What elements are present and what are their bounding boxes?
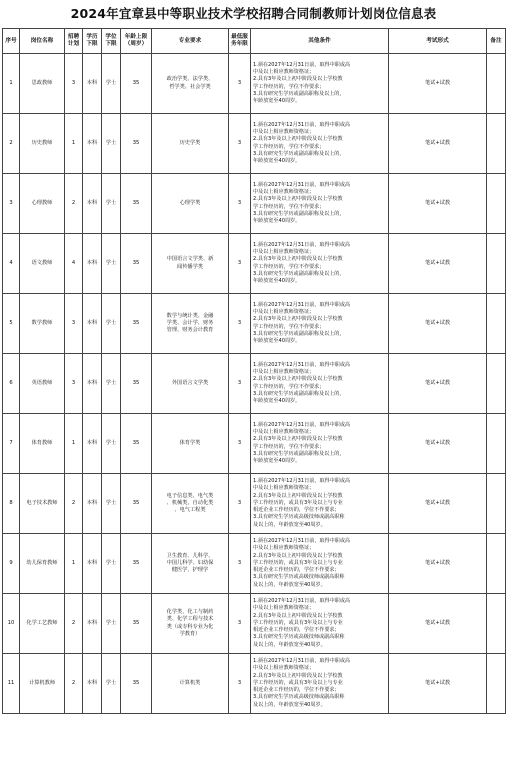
condition-line: 2.具有3年及以上初中阶段及以上学校教 [253, 76, 343, 83]
condition-line: 1.须在2027年12月31日前，取得中职或高 [253, 181, 351, 188]
condition-line: 学工作经历的，学位不作要求； [253, 203, 325, 210]
table-row [3, 354, 506, 414]
cell-major [152, 594, 229, 654]
condition-line: 1.须在2027年12月31日前，取得中职或高 [253, 421, 351, 428]
cell-remark [487, 354, 506, 414]
cell-exam: 笔试+试教 [389, 294, 487, 354]
cell-edu: 本科 [83, 474, 102, 534]
cell-conditions [251, 474, 389, 534]
condition-line: 3.具有研究生学历或副高职称及以上的， [253, 90, 345, 97]
condition-line: 1.须在2027年12月31日前，取得中职或高 [253, 361, 351, 368]
cell-post: 心理教师 [20, 174, 65, 234]
cell-seq: 10 [3, 594, 20, 654]
condition-line: 2.具有3年及以上初中阶段及以上学校教 [253, 376, 343, 383]
cell-age: 35 [121, 594, 152, 654]
cell-degree: 学士 [102, 234, 121, 294]
table-row [3, 414, 506, 474]
condition-line: 年龄放宽至40周岁。 [253, 98, 301, 105]
condition-line: 学工作经历的，或具有3年及以上与专业 [253, 559, 343, 566]
cell-conditions [251, 114, 389, 174]
condition-line: 中及以上相应教师资格证； [253, 248, 315, 255]
condition-line: 年龄放宽至40周岁。 [253, 338, 301, 345]
major-line: 管理、财务会计教育 [166, 327, 214, 334]
condition-line: 2.具有3年及以上初中阶段及以上学校教 [253, 492, 343, 499]
cell-conditions [251, 414, 389, 474]
cell-degree: 学士 [102, 654, 121, 714]
cell-age: 35 [121, 174, 152, 234]
condition-line: 中及以上相应教师资格证； [253, 665, 315, 672]
major-line: 闻传播学类 [177, 263, 203, 270]
condition-line: 中及以上相应教师资格证； [253, 428, 315, 435]
condition-line: 中及以上相应教师资格证； [253, 188, 315, 195]
major-line: 类、化学工程与技术 [166, 616, 214, 623]
header-edu: 学历 下限 [83, 29, 102, 54]
condition-line: 2.具有3年及以上初中阶段及以上学校教 [253, 196, 343, 203]
major-line: 数学与统计类、金融 [166, 312, 214, 319]
cell-years: 3 [229, 534, 251, 594]
cell-seq: 11 [3, 654, 20, 714]
cell-years: 3 [229, 174, 251, 234]
table-row [3, 54, 506, 114]
table-row [3, 534, 506, 594]
header-remark: 备注 [487, 29, 506, 54]
cell-plan: 2 [65, 174, 83, 234]
condition-line: 年龄放宽至40周岁。 [253, 278, 301, 285]
cell-age: 35 [121, 654, 152, 714]
cell-years: 3 [229, 474, 251, 534]
cell-exam: 笔试+试教 [389, 654, 487, 714]
cell-post: 历史教师 [20, 114, 65, 174]
cell-years: 3 [229, 234, 251, 294]
cell-remark [487, 594, 506, 654]
cell-remark [487, 114, 506, 174]
cell-plan: 3 [65, 294, 83, 354]
cell-age: 35 [121, 414, 152, 474]
cell-edu: 本科 [83, 594, 102, 654]
cell-years: 3 [229, 114, 251, 174]
cell-exam: 笔试+试教 [389, 114, 487, 174]
condition-line: 3.具有研究生学历或副高职称及以上的， [253, 330, 345, 337]
cell-seq: 6 [3, 354, 20, 414]
header-row [3, 29, 506, 54]
cell-seq: 9 [3, 534, 20, 594]
cell-post: 数学教师 [20, 294, 65, 354]
cell-seq: 5 [3, 294, 20, 354]
cell-seq: 2 [3, 114, 20, 174]
condition-line: 学工作经历的，或具有3年及以上与专业 [253, 499, 343, 506]
major-line: 、电气工程类 [174, 507, 206, 514]
condition-line: 3.具有研究生学历或高级技师或副高职称 [253, 634, 345, 641]
cell-conditions [251, 594, 389, 654]
cell-exam: 笔试+试教 [389, 234, 487, 294]
recruitment-table [2, 28, 506, 714]
table-row [3, 654, 506, 714]
cell-exam: 笔试+试教 [389, 354, 487, 414]
condition-line: 学工作经历的，学位不作要求； [253, 383, 325, 390]
cell-degree: 学士 [102, 594, 121, 654]
cell-post: 英语教师 [20, 354, 65, 414]
major-line: 中国语言文学类、新 [166, 256, 214, 263]
major-line: 政治学类、法学类、 [166, 76, 214, 83]
cell-seq: 1 [3, 54, 20, 114]
cell-exam: 笔试+试教 [389, 414, 487, 474]
header-age: 年龄上限 （周岁） [121, 29, 152, 54]
major-line: 类（或专科专业为化 [166, 623, 214, 630]
cell-conditions [251, 654, 389, 714]
cell-conditions [251, 294, 389, 354]
cell-age: 35 [121, 234, 152, 294]
cell-post: 体育教师 [20, 414, 65, 474]
condition-line: 1.须在2027年12月31日前，取得中职或高 [253, 121, 351, 128]
major-line: 健医学、护理学 [171, 567, 209, 574]
table-row [3, 234, 506, 294]
cell-years: 3 [229, 654, 251, 714]
condition-line: 相近企业工作经历的，学位不作要求； [253, 507, 340, 514]
cell-plan: 3 [65, 54, 83, 114]
major-line: 计算机类 [179, 679, 201, 686]
condition-line: 年龄放宽至40周岁。 [253, 158, 301, 165]
cell-remark [487, 414, 506, 474]
header-degree: 学位 下限 [102, 29, 121, 54]
cell-plan: 2 [65, 654, 83, 714]
condition-line: 3.具有研究生学历或高级技师或副高职称 [253, 574, 345, 581]
cell-degree: 学士 [102, 474, 121, 534]
header-post: 岗位名称 [20, 29, 65, 54]
cell-major [152, 114, 229, 174]
condition-line: 中及以上相应教师资格证； [253, 605, 315, 612]
cell-plan: 2 [65, 474, 83, 534]
condition-line: 2.具有3年及以上初中阶段及以上学校教 [253, 136, 343, 143]
condition-line: 相近企业工作经历的，学位不作要求； [253, 627, 340, 634]
major-line: 化学类、化工与制药 [166, 609, 214, 616]
cell-major [152, 54, 229, 114]
condition-line: 及以上的，年龄放宽至40周岁。 [253, 641, 326, 648]
condition-line: 中及以上相应教师资格证； [253, 545, 315, 552]
cell-age: 35 [121, 354, 152, 414]
header-plan: 招聘 计划 [65, 29, 83, 54]
table-row [3, 594, 506, 654]
cell-seq: 4 [3, 234, 20, 294]
cell-degree: 学士 [102, 414, 121, 474]
cell-major [152, 174, 229, 234]
cell-years: 3 [229, 294, 251, 354]
cell-degree: 学士 [102, 534, 121, 594]
cell-remark [487, 174, 506, 234]
cell-major [152, 354, 229, 414]
condition-line: 学工作经历的，学位不作要求； [253, 323, 325, 330]
cell-major [152, 294, 229, 354]
cell-years: 3 [229, 54, 251, 114]
cell-remark [487, 654, 506, 714]
cell-remark [487, 474, 506, 534]
cell-remark [487, 534, 506, 594]
condition-line: 中及以上相应教师资格证； [253, 308, 315, 315]
condition-line: 学工作经历的，或具有3年及以上与专业 [253, 619, 343, 626]
major-line: 学教育） [179, 630, 201, 637]
condition-line: 3.具有研究生学历或高级技师或副高职称 [253, 514, 345, 521]
condition-line: 学工作经历的，学位不作要求； [253, 443, 325, 450]
header-years: 最低服 务年限 [229, 29, 251, 54]
cell-age: 35 [121, 534, 152, 594]
cell-plan: 1 [65, 414, 83, 474]
cell-exam: 笔试+试教 [389, 594, 487, 654]
cell-remark [487, 234, 506, 294]
condition-line: 及以上的，年龄放宽至40周岁。 [253, 701, 326, 708]
major-line: 中国儿科学、妇幼保 [166, 559, 214, 566]
condition-line: 2.具有3年及以上初中阶段及以上学校教 [253, 672, 343, 679]
cell-age: 35 [121, 114, 152, 174]
condition-line: 1.须在2027年12月31日前，取得中职或高 [253, 301, 351, 308]
cell-post: 化学工艺教师 [20, 594, 65, 654]
cell-edu: 本科 [83, 654, 102, 714]
condition-line: 年龄放宽至40周岁。 [253, 458, 301, 465]
cell-conditions [251, 534, 389, 594]
cell-edu: 本科 [83, 294, 102, 354]
cell-remark [487, 294, 506, 354]
cell-seq: 8 [3, 474, 20, 534]
cell-degree: 学士 [102, 114, 121, 174]
condition-line: 1.须在2027年12月31日前，取得中职或高 [253, 477, 351, 484]
cell-edu: 本科 [83, 234, 102, 294]
header-conditions: 其他条件 [251, 29, 389, 54]
major-line: 外国语言文学类 [171, 379, 209, 386]
cell-edu: 本科 [83, 534, 102, 594]
major-line: 历史学类 [179, 139, 201, 146]
cell-seq: 3 [3, 174, 20, 234]
cell-degree: 学士 [102, 294, 121, 354]
condition-line: 及以上的，年龄放宽至40周岁。 [253, 521, 326, 528]
condition-line: 及以上的，年龄放宽至40周岁。 [253, 581, 326, 588]
condition-line: 中及以上相应教师资格证； [253, 68, 315, 75]
cell-age: 35 [121, 294, 152, 354]
condition-line: 学工作经历的，学位不作要求； [253, 263, 325, 270]
page-title: 2024年宜章县中等职业技术学校招聘合同制教师计划岗位信息表 [70, 6, 437, 21]
condition-line: 2.具有3年及以上初中阶段及以上学校教 [253, 612, 343, 619]
table-row [3, 174, 506, 234]
table-row [3, 114, 506, 174]
cell-edu: 本科 [83, 174, 102, 234]
major-line: 哲学类、社会学类 [169, 83, 211, 90]
header-seq: 序号 [3, 29, 20, 54]
cell-years: 3 [229, 354, 251, 414]
cell-major [152, 234, 229, 294]
condition-line: 1.须在2027年12月31日前，取得中职或高 [253, 597, 351, 604]
cell-remark [487, 54, 506, 114]
condition-line: 3.具有研究生学历或高级技师或副高职称 [253, 694, 345, 701]
cell-major [152, 654, 229, 714]
table-row [3, 294, 506, 354]
cell-plan: 1 [65, 534, 83, 594]
cell-major [152, 534, 229, 594]
condition-line: 2.具有3年及以上初中阶段及以上学校教 [253, 256, 343, 263]
cell-exam: 笔试+试教 [389, 174, 487, 234]
header-exam: 考试形式 [389, 29, 487, 54]
cell-exam: 笔试+试教 [389, 534, 487, 594]
cell-plan: 1 [65, 114, 83, 174]
condition-line: 学工作经历的，学位不作要求； [253, 143, 325, 150]
condition-line: 3.具有研究生学历或副高职称及以上的， [253, 450, 345, 457]
condition-line: 中及以上相应教师资格证； [253, 128, 315, 135]
cell-years: 3 [229, 414, 251, 474]
condition-line: 2.具有3年及以上初中阶段及以上学校教 [253, 316, 343, 323]
major-line: 心理学类 [179, 199, 201, 206]
condition-line: 学工作经历的，学位不作要求； [253, 83, 325, 90]
cell-degree: 学士 [102, 354, 121, 414]
cell-seq: 7 [3, 414, 20, 474]
cell-major [152, 474, 229, 534]
cell-conditions [251, 234, 389, 294]
condition-line: 1.须在2027年12月31日前，取得中职或高 [253, 61, 351, 68]
cell-edu: 本科 [83, 54, 102, 114]
cell-major [152, 414, 229, 474]
condition-line: 年龄放宽至40周岁。 [253, 218, 301, 225]
cell-degree: 学士 [102, 174, 121, 234]
table-row [3, 474, 506, 534]
condition-line: 年龄放宽至40周岁。 [253, 398, 301, 405]
cell-post: 计算机教师 [20, 654, 65, 714]
cell-post: 语文教师 [20, 234, 65, 294]
condition-line: 1.须在2027年12月31日前，取得中职或高 [253, 241, 351, 248]
condition-line: 1.须在2027年12月31日前，取得中职或高 [253, 657, 351, 664]
cell-plan: 4 [65, 234, 83, 294]
major-line: 卫生教育、儿科学、 [166, 552, 214, 559]
cell-conditions [251, 174, 389, 234]
major-line: 电子信息类、电气类 [166, 492, 214, 499]
condition-line: 3.具有研究生学历或副高职称及以上的， [253, 270, 345, 277]
cell-post: 思政教师 [20, 54, 65, 114]
cell-plan: 3 [65, 354, 83, 414]
header-major: 专业要求 [152, 29, 229, 54]
cell-degree: 学士 [102, 54, 121, 114]
cell-exam: 笔试+试教 [389, 474, 487, 534]
condition-line: 3.具有研究生学历或副高职称及以上的， [253, 210, 345, 217]
cell-conditions [251, 54, 389, 114]
cell-age: 35 [121, 474, 152, 534]
condition-line: 相近企业工作经历的，学位不作要求； [253, 567, 340, 574]
cell-edu: 本科 [83, 114, 102, 174]
condition-line: 3.具有研究生学历或副高职称及以上的， [253, 390, 345, 397]
cell-age: 35 [121, 54, 152, 114]
major-line: 体育学类 [179, 439, 201, 446]
cell-post: 电子技术教师 [20, 474, 65, 534]
condition-line: 学工作经历的，或具有3年及以上与专业 [253, 679, 343, 686]
cell-conditions [251, 354, 389, 414]
cell-edu: 本科 [83, 414, 102, 474]
cell-edu: 本科 [83, 354, 102, 414]
major-line: 学类、会计学、财务 [166, 319, 214, 326]
condition-line: 2.具有3年及以上初中阶段及以上学校教 [253, 552, 343, 559]
condition-line: 相近企业工作经历的，学位不作要求； [253, 687, 340, 694]
condition-line: 中及以上相应教师资格证； [253, 485, 315, 492]
cell-years: 3 [229, 594, 251, 654]
condition-line: 3.具有研究生学历或副高职称及以上的， [253, 150, 345, 157]
cell-exam: 笔试+试教 [389, 54, 487, 114]
cell-post: 幼儿保育教师 [20, 534, 65, 594]
condition-line: 1.须在2027年12月31日前，取得中职或高 [253, 537, 351, 544]
major-line: 、机械类、自动化类 [166, 499, 214, 506]
condition-line: 2.具有3年及以上初中阶段及以上学校教 [253, 436, 343, 443]
condition-line: 中及以上相应教师资格证； [253, 368, 315, 375]
cell-plan: 2 [65, 594, 83, 654]
